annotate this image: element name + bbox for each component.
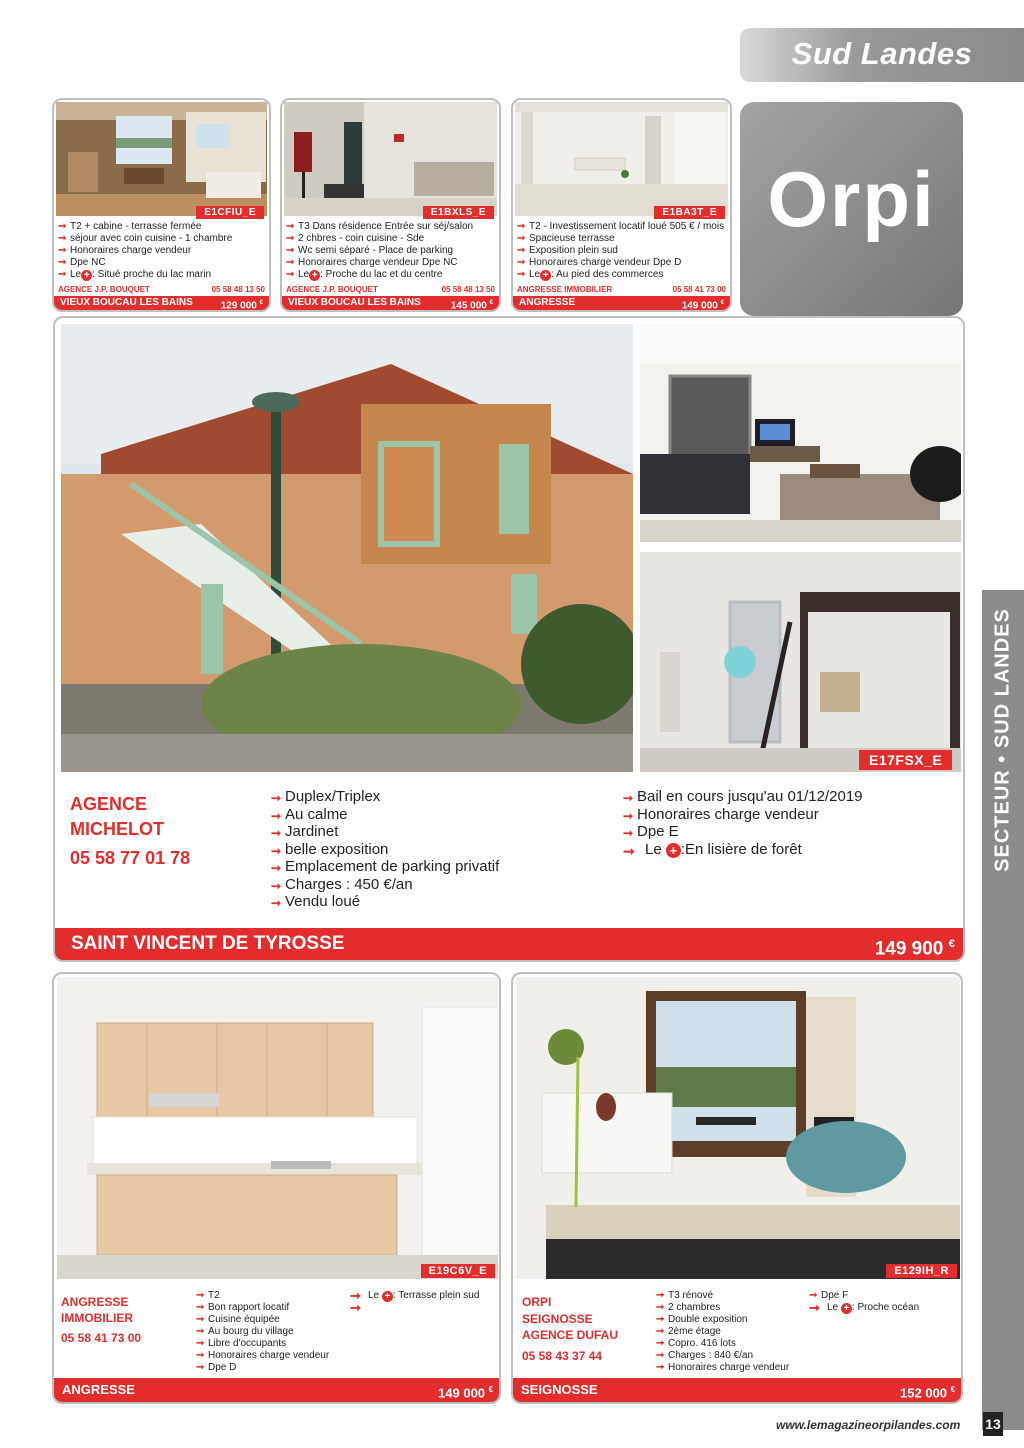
feature-item: ➞ Honoraires charge vendeur — [623, 806, 863, 824]
arrow-icon: ➞ — [656, 1326, 665, 1337]
feature-item: ➞ Honoraires charge vendeur — [58, 245, 192, 256]
agency-phone[interactable]: 05 58 43 37 44 — [522, 1348, 603, 1363]
feature-item: ➞ Libre d'occupants — [196, 1338, 287, 1349]
arrow-icon: ➞ — [809, 1290, 818, 1301]
feature-item: ➞ belle exposition — [271, 841, 499, 859]
feature-item: ➞ Honoraires charge vendeur Dpe NC — [286, 257, 458, 268]
arrow-icon: ➞ — [271, 808, 282, 823]
reference-tag: E19C6V_E — [421, 1264, 495, 1278]
feature-item: ➞ Honoraires charge vendeur — [196, 1350, 330, 1361]
listing-card-2[interactable] — [280, 98, 501, 312]
location: ANGRESSE — [519, 297, 576, 308]
agency-name-line: SEIGNOSSE — [522, 1311, 593, 1326]
feature-item: ➞ Bail en cours jusqu'au 01/12/2019 — [623, 788, 863, 806]
plus-icon: + — [309, 270, 320, 281]
reference-tag: E1BXLS_E — [423, 206, 494, 219]
feature-item: ➞ Au bourg du village — [196, 1326, 294, 1337]
bedroom-photo — [640, 552, 961, 772]
feature-item: ➞ T2 - Investissement locatif loué 505 € / mois — [517, 221, 725, 232]
arrow-icon: ➞ — [809, 1300, 820, 1315]
feature-item: ➞ Bon rapport locatif — [196, 1302, 290, 1313]
location-price-bar — [55, 928, 963, 960]
plus-feature: ➞ Le + : Terrasse plein sud ➞ — [350, 1288, 480, 1315]
agency-name: ANGRESSE IMMOBILIER — [517, 285, 613, 294]
feature-item: ➞ Exposition plein sud — [517, 245, 618, 256]
plus-icon: + — [540, 270, 551, 281]
agency-name-line: AGENCE — [70, 794, 148, 814]
location-price-bar — [54, 1378, 499, 1402]
arrow-icon: ➞ — [196, 1302, 205, 1313]
arrow-icon: ➞ — [196, 1362, 205, 1373]
arrow-icon: ➞ — [196, 1338, 205, 1349]
agency-phone[interactable]: 05 58 48 13 50 — [211, 285, 265, 294]
arrow-icon: ➞ — [58, 245, 67, 256]
feature-item: ➞ T2 — [196, 1290, 220, 1301]
reference-tag: E17FSX_E — [859, 750, 952, 770]
feature-item: ➞ Charges : 840 €/an — [656, 1350, 754, 1361]
arrow-icon: ➞ — [656, 1362, 665, 1373]
arrow-icon: ➞ — [623, 842, 635, 859]
arrow-icon: ➞ — [517, 269, 526, 280]
bedroom-image — [640, 552, 961, 772]
house-image — [61, 324, 633, 772]
feature-item: ➞ Au calme — [271, 806, 499, 824]
featured-listing-card[interactable] — [53, 316, 965, 962]
feature-plus-item: ➞ Le + :En lisière de forêt — [623, 840, 802, 859]
reference-tag: E1CFIU_E — [196, 206, 264, 219]
arrow-icon: ➞ — [286, 269, 295, 280]
arrow-icon: ➞ — [623, 826, 634, 840]
location: VIEUX BOUCAU LES BAINS — [60, 297, 193, 308]
agency-block — [522, 1294, 618, 1364]
kitchen-image — [57, 977, 498, 1279]
arrow-icon: ➞ — [58, 269, 67, 280]
feature-item: ➞ Dpe NC — [58, 257, 106, 268]
arrow-icon: ➞ — [656, 1350, 665, 1361]
feature-item: ➞ Spacieuse terrasse — [517, 233, 615, 244]
feature-list-left — [271, 788, 499, 911]
feature-item: ➞ 2 chbres - coin cuisine - Sde — [286, 233, 425, 244]
feature-item: ➞ 2ème étage — [656, 1326, 721, 1337]
living-room-image — [284, 102, 497, 216]
listing-photo — [56, 102, 267, 216]
arrow-icon: ➞ — [656, 1302, 665, 1313]
logo-text: Orpi — [767, 155, 936, 243]
feature-item: ➞ Dpe E — [623, 823, 863, 841]
feature-item: ➞ Jardinet — [271, 823, 499, 841]
agency-block — [70, 792, 190, 871]
agency-name-line: ANGRESSE — [61, 1295, 129, 1309]
website-link[interactable]: www.lemagazineorpilandes.com — [776, 1418, 961, 1432]
feature-item: ➞ T3 rénové — [656, 1290, 714, 1301]
feature-list — [286, 221, 473, 281]
feature-item: ➞ séjour avec coin cuisine - 1 chambre — [58, 233, 233, 244]
location-price-bar — [513, 1378, 961, 1402]
living-room-image — [640, 324, 961, 542]
price: 149 900 € — [874, 938, 955, 960]
agency-name: AGENCE J.P. BOUQUET — [286, 285, 378, 294]
feature-item: ➞ 2 chambres — [656, 1302, 721, 1313]
arrow-icon: ➞ — [517, 221, 526, 232]
living-room-photo — [640, 324, 961, 542]
feature-item: ➞ Cuisine équipée — [196, 1314, 280, 1325]
arrow-icon: ➞ — [517, 245, 526, 256]
agency-name: AGENCE J.P. BOUQUET — [58, 285, 150, 294]
arrow-icon: ➞ — [623, 808, 634, 823]
living-room-image — [516, 977, 960, 1279]
arrow-icon: ➞ — [271, 896, 282, 910]
kitchen-photo — [57, 977, 498, 1279]
arrow-icon: ➞ — [286, 221, 295, 232]
feature-item: ➞ Honoraires charge vendeur Dpe D — [517, 257, 682, 268]
side-label: SECTEUR • SUD LANDES — [991, 608, 1014, 872]
location: SEIGNOSSE — [521, 1382, 598, 1397]
price: 152 000 € — [900, 1385, 955, 1401]
agency-name-line: AGENCE DUFAU — [522, 1328, 619, 1342]
agency-name-line: IMMOBILIER — [61, 1311, 133, 1325]
agency-phone[interactable]: 05 58 77 01 78 — [70, 848, 191, 868]
feature-item: ➞ T2 + cabine - terrasse fermée — [58, 221, 202, 232]
arrow-icon: ➞ — [271, 878, 282, 893]
feature-item: ➞ Emplacement de parking privatif — [271, 858, 499, 876]
location-price-bar — [282, 296, 499, 310]
arrow-icon: ➞ — [58, 257, 67, 268]
location: SAINT VINCENT DE TYROSSE — [71, 933, 345, 954]
plus-icon: + — [841, 1303, 852, 1314]
feature-list-right — [623, 788, 863, 858]
arrow-icon: ➞ — [271, 843, 282, 858]
feature-list — [656, 1290, 789, 1374]
arrow-icon: ➞ — [286, 257, 295, 268]
listing-card-3[interactable] — [511, 98, 732, 312]
feature-item: ➞ Honoraires charge vendeur — [656, 1362, 790, 1373]
agency-phone[interactable]: 05 58 41 73 00 — [61, 1331, 142, 1345]
feature-plus-item: ➞ Le + : Proche océan — [809, 1300, 920, 1315]
price: 149 000 € — [438, 1385, 493, 1401]
location-price-bar — [513, 296, 730, 310]
listing-card-4[interactable] — [52, 972, 501, 1404]
arrow-icon: ➞ — [656, 1338, 665, 1349]
page-number: 13 — [983, 1412, 1003, 1436]
feature-plus-item: ➞ Le + : Au pied des commerces — [517, 269, 664, 281]
arrow-icon: ➞ — [196, 1290, 205, 1301]
arrow-icon: ➞ — [517, 233, 526, 244]
agency-block — [61, 1294, 141, 1346]
listing-card-5[interactable] — [511, 972, 963, 1404]
arrow-icon: ➞ — [656, 1290, 665, 1301]
feature-item: ➞ Wc semi séparé - Place de parking — [286, 245, 454, 256]
feature-item: ➞ Dpe F — [809, 1290, 849, 1301]
agency-phone[interactable]: 05 58 48 13 50 — [441, 285, 495, 294]
living-room-photo — [516, 977, 960, 1279]
arrow-icon: ➞ — [271, 826, 282, 840]
section-header — [740, 28, 1024, 82]
plus-icon: + — [81, 270, 92, 281]
arrow-icon: ➞ — [623, 791, 634, 805]
orpi-logo — [740, 102, 963, 316]
feature-item: ➞ T3 Dans résidence Entrée sur séj/salon — [286, 221, 474, 232]
arrow-icon: ➞ — [196, 1326, 205, 1337]
listing-photo — [284, 102, 497, 216]
location-price-bar — [54, 296, 269, 310]
reference-tag: E1BA3T_E — [654, 206, 725, 219]
arrow-icon: ➞ — [350, 1300, 361, 1315]
arrow-icon: ➞ — [58, 233, 67, 244]
arrow-icon: ➞ — [196, 1350, 205, 1361]
feature-item: ➞ Dpe D — [196, 1362, 237, 1373]
location: ANGRESSE — [62, 1382, 135, 1397]
feature-list-right — [809, 1290, 919, 1314]
agency-name-line: ORPI — [522, 1295, 552, 1309]
feature-plus-item: ➞ Le + : Proche du lac et du centre — [286, 269, 443, 281]
feature-plus-item: ➞ Le + : Situé proche du lac marin — [58, 269, 212, 281]
empty-room-image — [515, 102, 728, 216]
feature-item: ➞ Vendu loué — [271, 893, 499, 911]
feature-list — [196, 1290, 329, 1374]
feature-list — [517, 221, 724, 281]
arrow-icon: ➞ — [517, 257, 526, 268]
agency-name-line: MICHELOT — [70, 819, 164, 839]
location: VIEUX BOUCAU LES BAINS — [288, 297, 421, 308]
arrow-icon: ➞ — [286, 245, 295, 256]
plus-icon: + — [382, 1291, 393, 1302]
feature-item: ➞ Duplex/Triplex — [271, 788, 499, 806]
price: 129 000 € — [220, 300, 263, 312]
arrow-icon: ➞ — [656, 1314, 665, 1325]
arrow-icon: ➞ — [271, 791, 282, 805]
listing-photo — [515, 102, 728, 216]
living-room-image — [56, 102, 267, 216]
section-title: Sud Landes — [791, 36, 973, 71]
price: 149 000 € — [681, 300, 724, 312]
plus-icon: + — [666, 843, 681, 858]
price: 145 000 € — [450, 300, 493, 312]
arrow-icon: ➞ — [271, 861, 282, 875]
arrow-icon: ➞ — [58, 221, 67, 232]
arrow-icon: ➞ — [350, 1288, 361, 1303]
feature-item: ➞ Charges : 450 €/an — [271, 876, 499, 894]
feature-item: ➞ Copro. 416 lots — [656, 1338, 736, 1349]
reference-tag: E129IH_R — [886, 1264, 957, 1278]
arrow-icon: ➞ — [286, 233, 295, 244]
house-exterior-photo — [61, 324, 633, 772]
agency-phone[interactable]: 05 58 41 73 00 — [672, 285, 726, 294]
feature-list — [58, 221, 232, 281]
feature-item: ➞ Double exposition — [656, 1314, 748, 1325]
listing-card-1[interactable] — [52, 98, 271, 312]
arrow-icon: ➞ — [196, 1314, 205, 1325]
